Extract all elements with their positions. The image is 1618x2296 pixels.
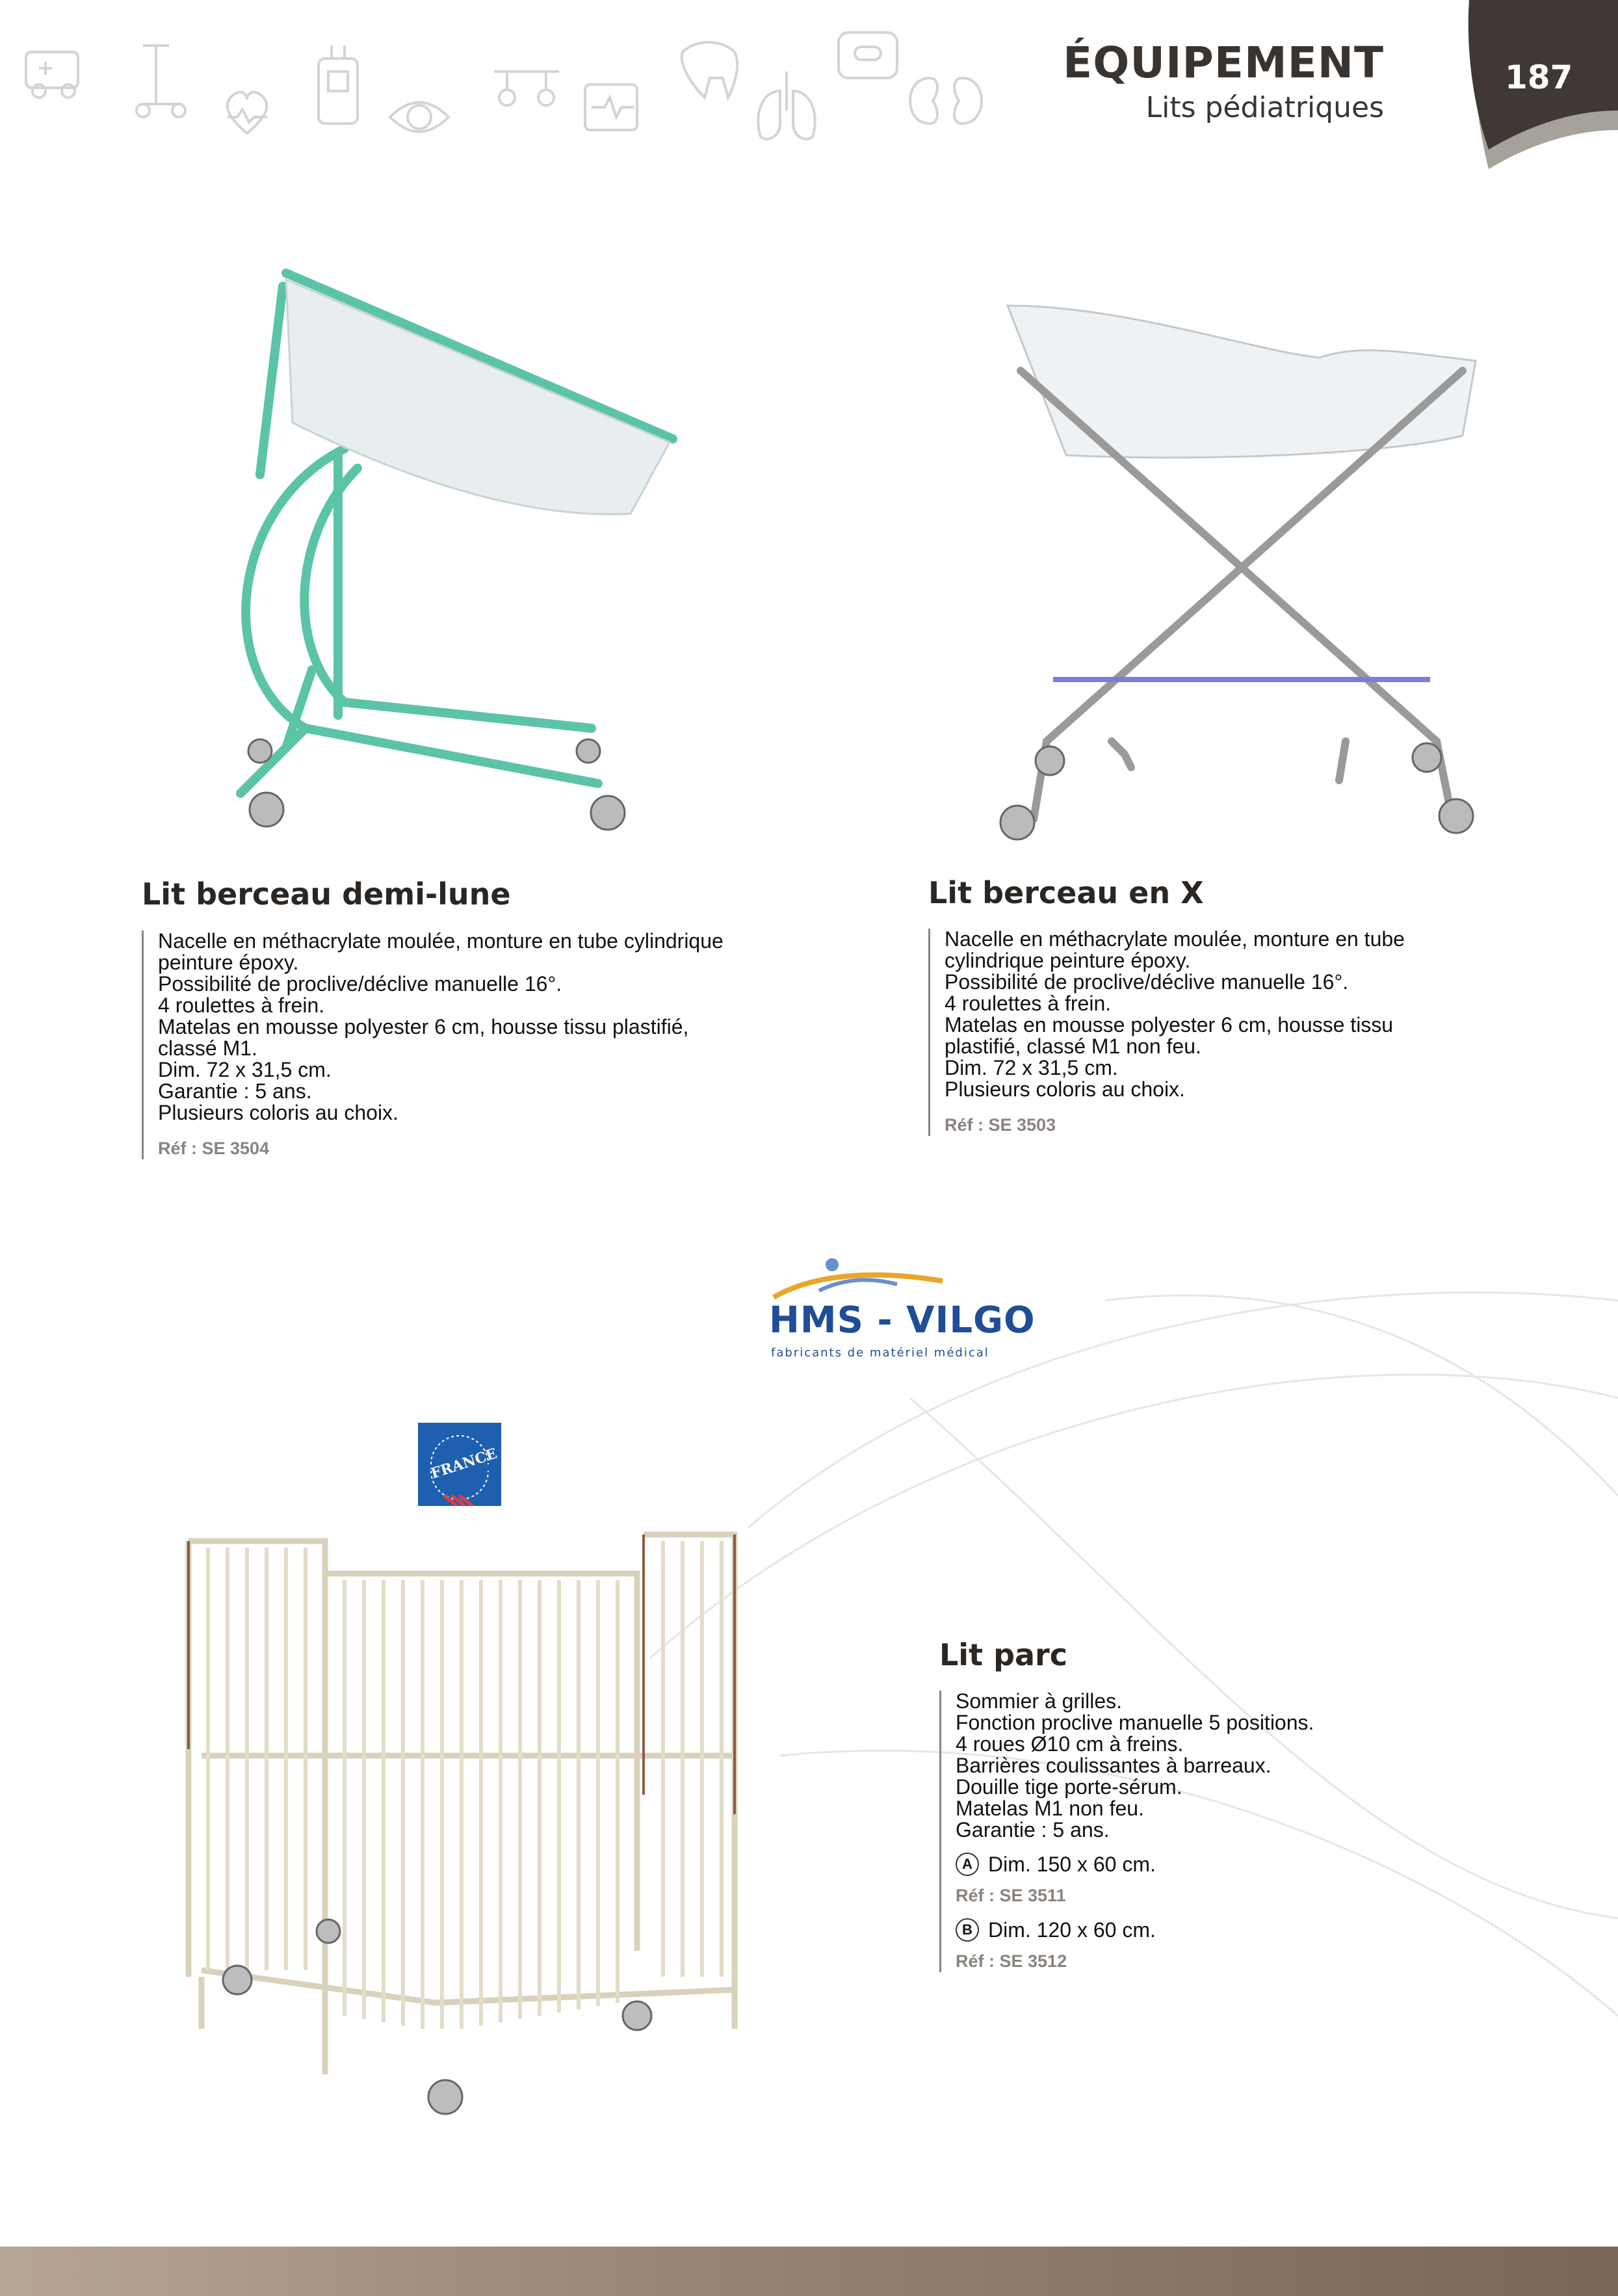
product-title-lit-parc: Lit parc bbox=[939, 1637, 1068, 1672]
page-number: 187 bbox=[1505, 59, 1573, 96]
variant-marker: A bbox=[956, 1853, 979, 1876]
lungs-icon bbox=[758, 72, 815, 139]
description-line: Plusieurs coloris au choix. bbox=[158, 1101, 398, 1124]
variant-a bbox=[956, 1853, 1489, 1876]
wheel-icon bbox=[1000, 806, 1034, 839]
description-line: 4 roues Ø10 cm à freins. bbox=[956, 1732, 1184, 1756]
variant-b bbox=[956, 1918, 1489, 1942]
product-description-demi-lune bbox=[142, 930, 808, 1159]
description-line: classé M1. bbox=[158, 1036, 257, 1060]
product-reference: Réf : SE 3511 bbox=[956, 1886, 1066, 1905]
description-line: Matelas M1 non feu. bbox=[956, 1797, 1144, 1820]
description-line: Nacelle en méthacrylate moulée, monture en tube cylindrique bbox=[158, 929, 724, 953]
product-image-demi-lune bbox=[189, 260, 696, 845]
description-line: Barrières coulissantes à barreaux. bbox=[956, 1754, 1272, 1777]
brand-logo: HMS - VILGO bbox=[769, 1299, 1036, 1341]
product-title-x: Lit berceau en X bbox=[928, 875, 1204, 910]
product-description-x bbox=[928, 929, 1530, 1136]
section-subtitle: Lits pédiatriques bbox=[1145, 91, 1384, 124]
variant-dimensions: Dim. 150 x 60 cm. bbox=[988, 1852, 1156, 1876]
wheel-icon bbox=[591, 796, 625, 830]
wheel-icon bbox=[577, 739, 600, 763]
wheel-icon bbox=[248, 739, 272, 763]
tooth-icon bbox=[682, 42, 737, 98]
blood-pressure-icon bbox=[494, 72, 559, 105]
description-line: Garantie : 5 ans. bbox=[956, 1818, 1110, 1841]
kidneys-icon bbox=[910, 78, 982, 124]
monitor-icon bbox=[585, 85, 637, 130]
wheel-icon bbox=[317, 1920, 340, 1943]
scooter-icon bbox=[137, 46, 185, 117]
description-line: cylindrique peinture époxy. bbox=[945, 949, 1191, 972]
brand-swoosh-icon bbox=[767, 1252, 949, 1304]
description-line: Dim. 72 x 31,5 cm. bbox=[158, 1058, 332, 1081]
description-line: Possibilité de proclive/déclive manuelle 16°. bbox=[945, 970, 1349, 994]
wheel-icon bbox=[1036, 746, 1064, 775]
description-line: 4 roulettes à frein. bbox=[158, 994, 325, 1017]
description-line: Garantie : 5 ans. bbox=[158, 1079, 312, 1103]
heart-icon bbox=[228, 92, 267, 133]
wheel-icon bbox=[1439, 799, 1473, 833]
product-reference: Réf : SE 3504 bbox=[158, 1139, 270, 1158]
pill-box-icon bbox=[839, 33, 897, 78]
description-line: plastifié, classé M1 non feu. bbox=[945, 1035, 1201, 1058]
wheel-icon bbox=[250, 793, 283, 826]
brand-tagline: fabricants de matériel médical bbox=[771, 1346, 989, 1360]
origine-france-badge bbox=[418, 1423, 501, 1506]
ambulance-icon bbox=[26, 52, 78, 98]
wheel-icon bbox=[623, 2001, 651, 2030]
description-line: peinture époxy. bbox=[158, 951, 299, 974]
badge-text: FRANCE bbox=[428, 1445, 499, 1483]
product-image-lit-parc bbox=[176, 1522, 761, 2133]
description-line: Nacelle en méthacrylate moulée, monture en tube bbox=[945, 927, 1405, 951]
product-description-lit-parc bbox=[939, 1691, 1489, 1972]
wheel-icon bbox=[223, 1966, 252, 1994]
wheel-icon bbox=[428, 2080, 462, 2114]
description-line: Matelas en mousse polyester 6 cm, housse tissu bbox=[945, 1013, 1394, 1036]
variant-marker: B bbox=[956, 1918, 979, 1942]
product-image-x bbox=[995, 286, 1502, 858]
description-line: Sommier à grilles. bbox=[956, 1689, 1123, 1713]
description-line: Douille tige porte-sérum. bbox=[956, 1775, 1182, 1799]
eye-icon bbox=[390, 103, 449, 132]
description-line: Plusieurs coloris au choix. bbox=[945, 1077, 1185, 1101]
footer-bar bbox=[0, 2247, 1618, 2296]
description-line: Dim. 72 x 31,5 cm. bbox=[945, 1056, 1118, 1079]
medical-icons-banner bbox=[13, 20, 1001, 150]
wheel-icon bbox=[1413, 743, 1441, 772]
product-reference: Réf : SE 3503 bbox=[945, 1115, 1056, 1135]
description-line: Fonction proclive manuelle 5 positions. bbox=[956, 1711, 1314, 1734]
variant-dimensions: Dim. 120 x 60 cm. bbox=[988, 1918, 1156, 1942]
product-title-demi-lune: Lit berceau demi-lune bbox=[142, 877, 511, 912]
phone-device-icon bbox=[319, 46, 358, 124]
description-line: 4 roulettes à frein. bbox=[945, 992, 1112, 1015]
description-line: Possibilité de proclive/déclive manuelle 16°. bbox=[158, 972, 562, 996]
description-line: Matelas en mousse polyester 6 cm, housse tissu plastifié, bbox=[158, 1015, 689, 1038]
section-title: ÉQUIPEMENT bbox=[1063, 38, 1384, 88]
product-reference: Réf : SE 3512 bbox=[956, 1951, 1067, 1971]
